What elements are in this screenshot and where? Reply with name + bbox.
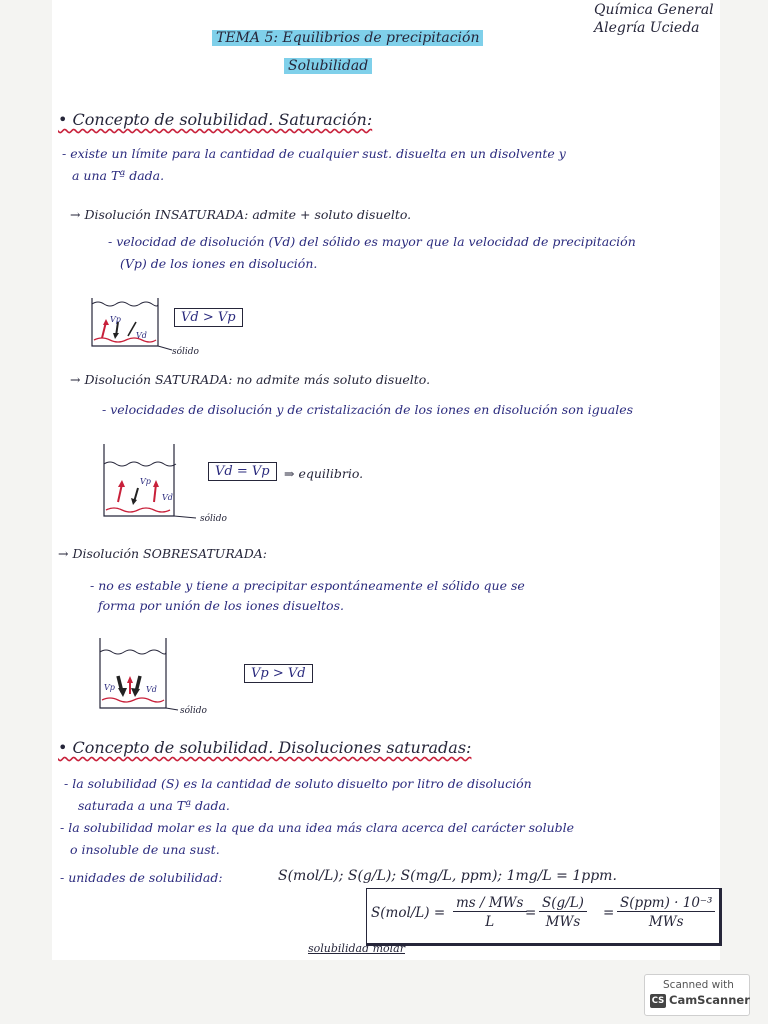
molar-solubility-note: solubilidad molar — [308, 942, 405, 955]
section1-line1: - existe un límite para la cantidad de cualquier sust. disuelta en un disolvente y — [62, 146, 566, 161]
sobresat-line1: - no es estable y tiene a precipitar espontáneamente el sólido que se — [90, 578, 525, 593]
watermark-line1: Scanned with — [663, 979, 734, 991]
section2-line2: saturada a una Tª dada. — [78, 798, 230, 813]
formula-eq-1: = — [525, 905, 537, 921]
section2-units-label: - unidades de solubilidad: — [60, 870, 223, 885]
formula-fraction-3 — [617, 895, 715, 930]
sobresat-vp-label: Vp — [104, 683, 115, 692]
sat-vp-label: Vp — [140, 477, 151, 486]
sobresat-box: Vp > Vd — [244, 664, 313, 683]
notebook-page — [52, 0, 720, 960]
insat-vp-label: Vp — [110, 315, 121, 324]
solubility-formula — [366, 888, 722, 946]
f3-numerator: S(ppm) · 10⁻³ — [617, 895, 715, 912]
page-title — [212, 30, 483, 46]
sat-equilibrium: ⇒ equilibrio. — [284, 466, 364, 481]
sobresat-vd-label: Vd — [146, 685, 157, 694]
insat-vd-label: Vd — [136, 331, 147, 340]
insat-heading: → Disolución INSATURADA: admite + soluto disuelto. — [70, 207, 412, 222]
section1-heading: • Concepto de solubilidad. Saturación: — [58, 110, 373, 129]
subtitle-text: Solubilidad — [284, 58, 372, 74]
formula-lhs: S(mol/L) = — [371, 905, 446, 921]
course-name: Química General — [594, 2, 714, 18]
insat-line2: (Vp) de los iones en disolución. — [120, 256, 318, 271]
f1-numerator: ms / MWs — [453, 895, 527, 912]
f3-denominator: MWs — [648, 914, 684, 930]
section2-line4: o insoluble de una sust. — [70, 842, 220, 857]
formula-fraction-2 — [539, 895, 587, 930]
sat-heading: → Disolución SATURADA: no admite más soluto disuelto. — [70, 372, 431, 387]
section1-line2: a una Tª dada. — [72, 168, 165, 183]
f2-denominator: MWs — [545, 914, 581, 930]
section2-line1: - la solubilidad (S) es la cantidad de soluto disuelto por litro de disolución — [64, 776, 532, 791]
sobresat-solid-label: sólido — [180, 706, 207, 716]
formula-eq-2: = — [603, 905, 615, 921]
sat-vd-label: Vd — [162, 493, 173, 502]
f1-denominator: L — [485, 914, 495, 930]
sat-solid-label: sólido — [200, 514, 227, 524]
author-name: Alegría Ucieda — [594, 20, 700, 36]
insat-box: Vd > Vp — [174, 308, 243, 327]
sobresat-heading: → Disolución SOBRESATURADA: — [58, 546, 268, 561]
sat-line1: - velocidades de disolución y de cristalización de los iones en disolución son iguales — [102, 402, 634, 417]
page-subtitle — [284, 58, 372, 74]
insat-line1: - velocidad de disolución (Vd) del sólido es mayor que la velocidad de precipitación — [108, 234, 636, 249]
formula-fraction-1 — [453, 895, 527, 930]
section2-units: S(mol/L); S(g/L); S(mg/L, ppm); 1mg/L = 1ppm. — [278, 868, 617, 884]
sobresat-beaker-diagram — [96, 636, 266, 718]
watermark-line2: CamScanner — [669, 993, 750, 1007]
section2-line3: - la solubilidad molar es la que da una idea más clara acerca del carácter soluble — [60, 820, 575, 835]
section2-heading: • Concepto de solubilidad. Disoluciones saturadas: — [58, 738, 472, 757]
sat-box: Vd = Vp — [208, 462, 277, 481]
insat-solid-label: sólido — [172, 347, 199, 356]
f2-numerator: S(g/L) — [539, 895, 587, 912]
sat-beaker-diagram — [100, 442, 260, 524]
title-text: TEMA 5: Equilibrios de precipitación — [212, 30, 483, 46]
camscanner-logo-icon: CS — [651, 996, 665, 1006]
camscanner-watermark — [644, 974, 750, 1016]
sobresat-line2: forma por unión de los iones disueltos. — [98, 598, 344, 613]
